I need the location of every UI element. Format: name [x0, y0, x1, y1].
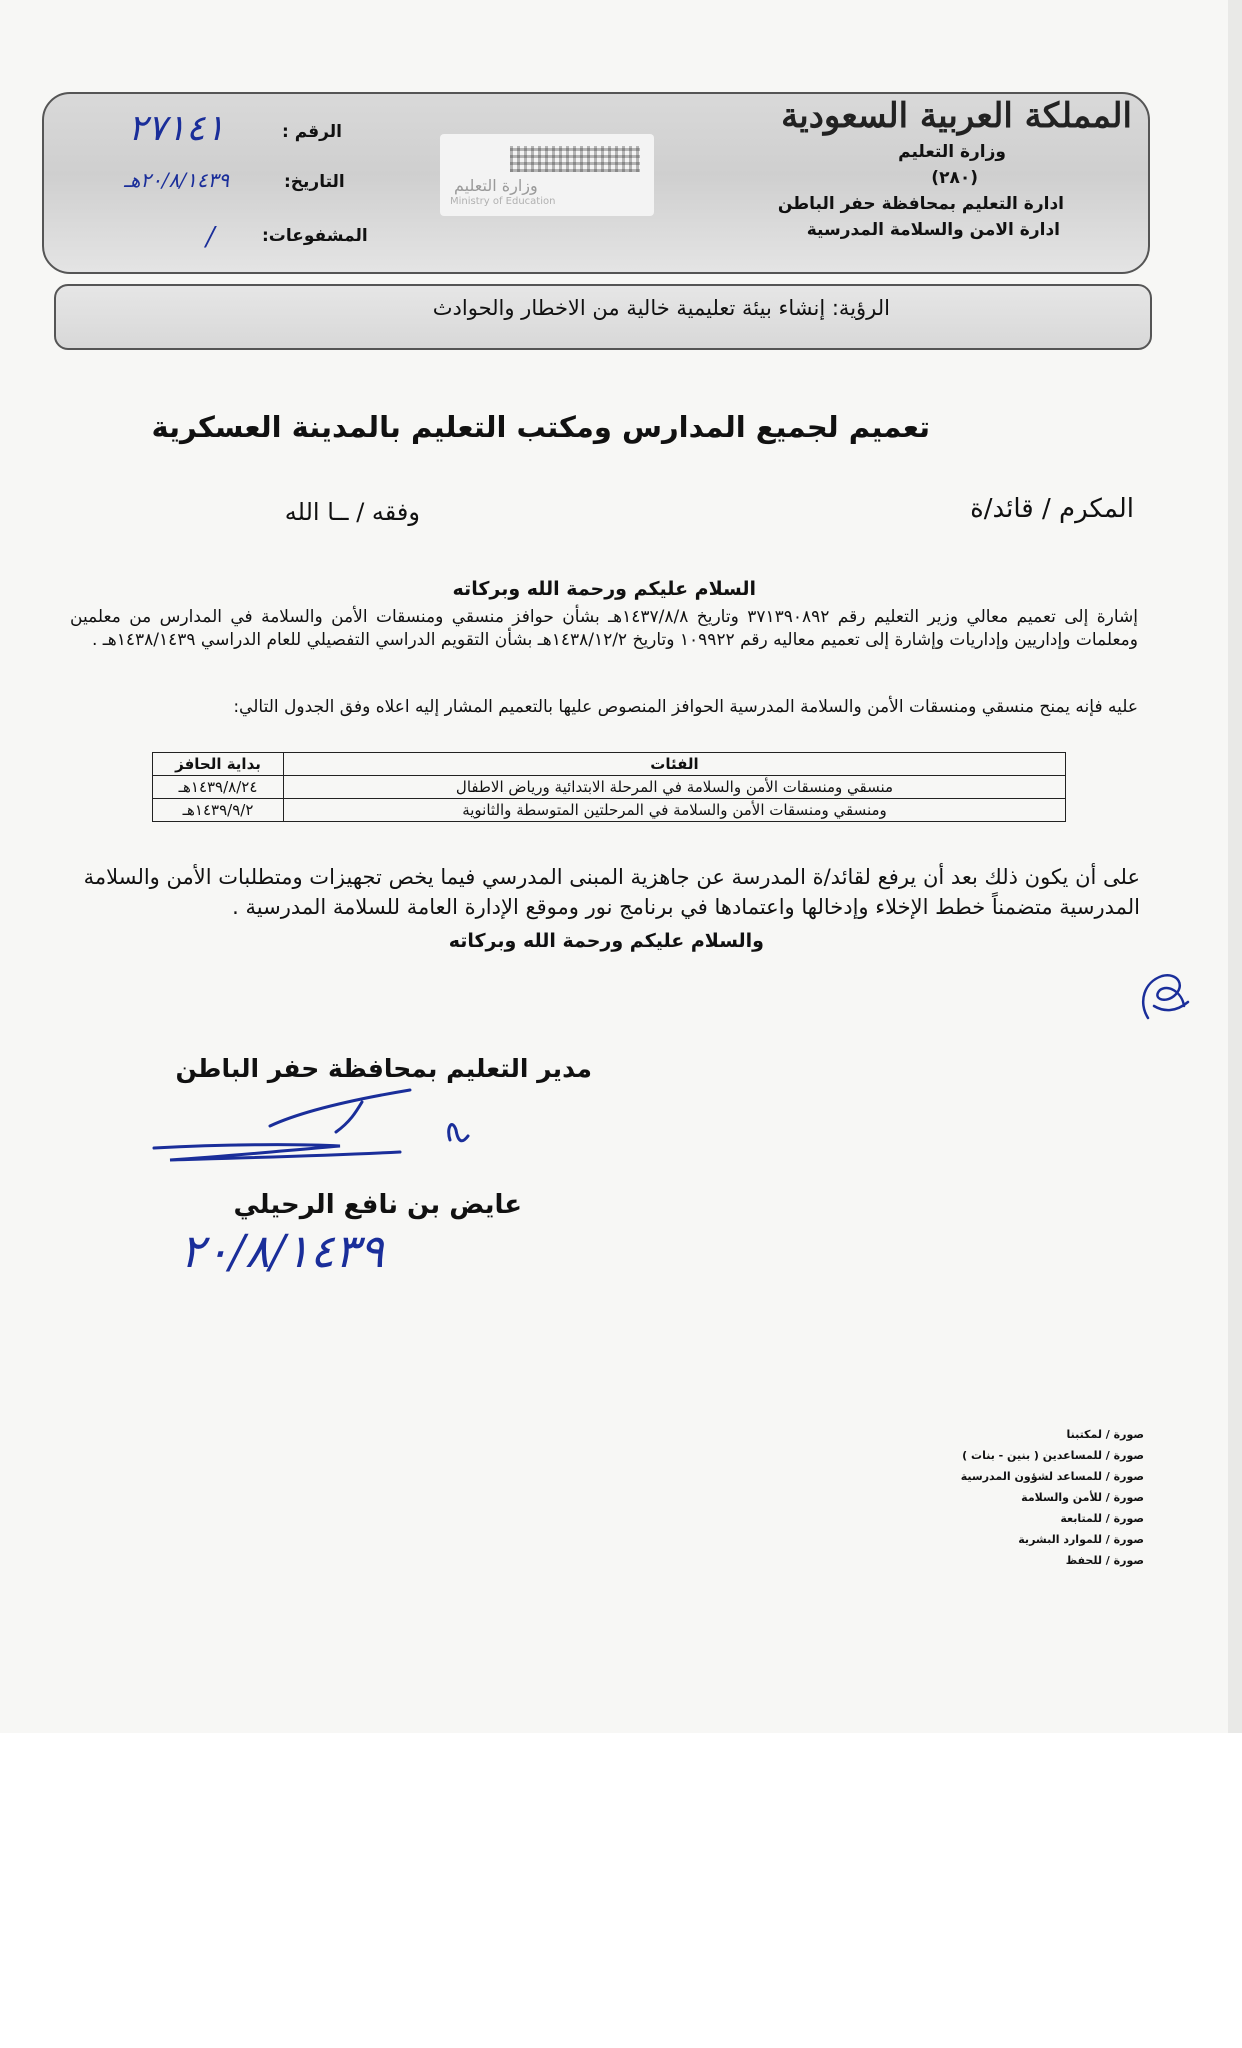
copy-line: صورة / لمكتبنا [1066, 1428, 1144, 1441]
table-row [153, 799, 1066, 822]
copies-list [961, 1424, 1144, 1571]
kingdom-calligraphy: المملكة العربية السعودية [781, 96, 1132, 136]
column-header-category: الفئات [284, 753, 1066, 776]
table-cell-category: منسقي ومنسقات الأمن والسلامة في المرحلة الابتدائية ورياض الاطفال [284, 776, 1066, 799]
department-code: (٢٨٠) [931, 168, 978, 188]
copy-line: صورة / للمتابعة [1060, 1512, 1144, 1525]
attachments-value-handwritten: / [206, 222, 215, 252]
number-label: الرقم : [282, 122, 342, 142]
salutation: المكرم / قائد/ة [970, 494, 1134, 524]
table-cell-category: ومنسقي ومنسقات الأمن والسلامة في المرحلتين المتوسطة والثانوية [284, 799, 1066, 822]
paragraph-decision: عليه فإنه يمنح منسقي ومنسقات الأمن والسلامة المدرسية الحوافز المنصوص عليها بالتعميم المشار إليه اعلاه وفق الجدول التالي: [233, 697, 1138, 717]
ministry-logo [440, 134, 654, 216]
table-header-row [153, 753, 1066, 776]
table-row [153, 776, 1066, 799]
table-cell-start: ١٤٣٩/٨/٢٤هـ [153, 776, 284, 799]
copy-line: صورة / للموارد البشرية [1018, 1533, 1144, 1546]
paragraph-reference: إشارة إلى تعميم معالي وزير التعليم رقم ٣٧١٣٩٠٨٩٢ وتاريخ ١٤٣٧/٨/٨هـ بشأن حوافز منسقي ومنسقات الأمن والسلامة في المدارس من معلمين ومعلمات وإداريين وإداريات وإشارة إلى تعميم معاليه رقم ١٠٩٩٢٢ وتاريخ ١٤٣٨/١٢/٢هـ بشأن التقويم الدراسي التفصيلي للعام الدراسي ١٤٣٨/١٤٣٩هـ . [70, 607, 1138, 650]
logo-text: وزارة التعليم [454, 176, 538, 195]
closing-greeting: والسلام عليكم ورحمة الله وبركاته [448, 930, 764, 952]
incentive-table [152, 752, 1066, 822]
opening-greeting: السلام عليكم ورحمة الله وبركاته [452, 578, 756, 600]
copy-line: صورة / للمساعدين ( بنين - بنات ) [962, 1449, 1144, 1462]
number-value-handwritten: ٢٧١٤١ [128, 108, 225, 149]
vision-statement: الرؤية: إنشاء بيئة تعليمية خالية من الاخطار والحوادث [432, 296, 890, 320]
ministry-name: وزارة التعليم [898, 142, 1006, 162]
admin-line-1: ادارة التعليم بمحافظة حفر الباطن [777, 194, 1064, 214]
director-name: عايض بن نافع الرحيلي [233, 1190, 522, 1220]
scan-edge [1228, 0, 1242, 1733]
initials-mark-icon [1134, 962, 1194, 1028]
signature-stroke-icon [150, 1082, 510, 1172]
closing-paragraph: على أن يكون ذلك بعد أن يرفع لقائد/ة المدرسة عن جاهزية المبنى المدرسي فيما يخص تجهيزات ومتطلبات الأمن والسلامة المدرسية متضمناً خطط الإخلاء وإدخالها واعتمادها في برنامج نور وموقع الإدارة العامة للسلامة المدرسية . [83, 865, 1140, 919]
logo-dots-icon [510, 146, 640, 172]
admin-line-2: ادارة الامن والسلامة المدرسية [806, 220, 1060, 240]
director-title: مدير التعليم بمحافظة حفر الباطن [175, 1054, 592, 1083]
column-header-start: بداية الحافز [153, 753, 284, 776]
handwritten-date: ٢٠/٨/١٤٣٩ [180, 1224, 384, 1278]
logo-subtext: Ministry of Education [450, 196, 556, 207]
copy-line: صورة / للأمن والسلامة [1021, 1491, 1144, 1504]
copy-line: صورة / للمساعد لشؤون المدرسية [960, 1470, 1144, 1483]
table-cell-start: ١٤٣٩/٩/٢هـ [153, 799, 284, 822]
document-title: تعميم لجميع المدارس ومكتب التعليم بالمدينة العسكرية [151, 410, 930, 444]
blessing: وفقه / ــا الله [284, 498, 420, 526]
attachments-label: المشفوعات: [262, 226, 368, 246]
copy-line: صورة / للحفظ [1065, 1554, 1144, 1567]
date-label: التاريخ: [284, 172, 345, 192]
date-value-handwritten: ٢٠/٨/١٤٣٩هـ [124, 168, 230, 192]
